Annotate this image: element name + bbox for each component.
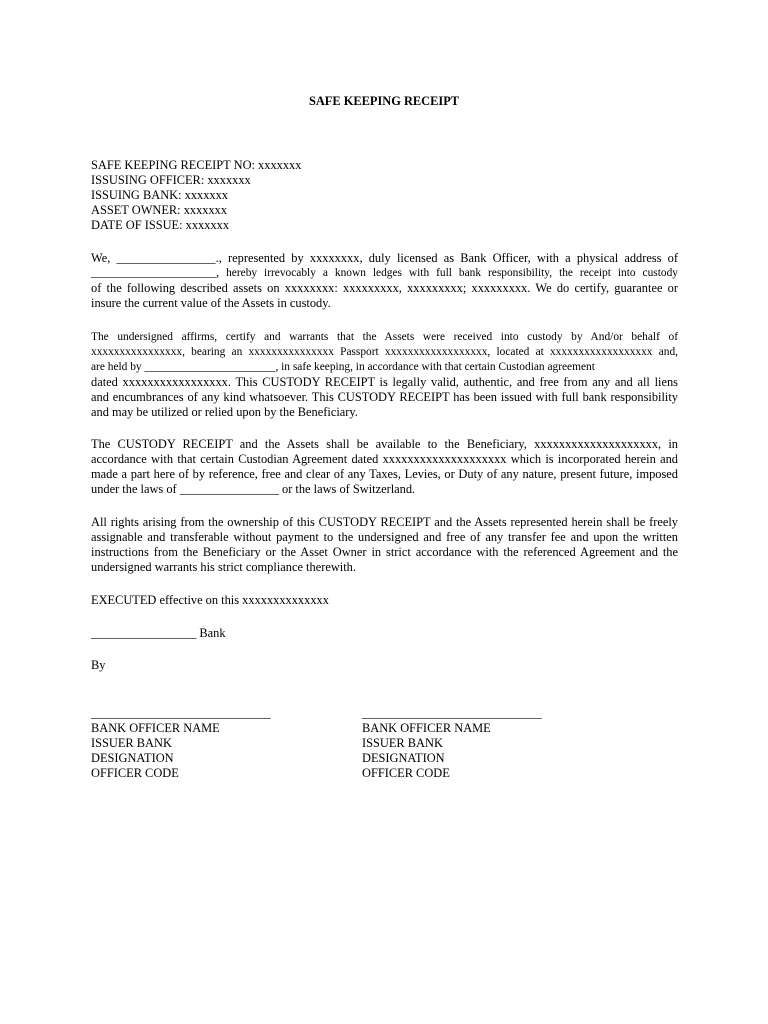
text-line: All rights arising from the ownership of this CUSTODY RECEIPT and the Assets represented herein shall be freely <box>91 515 678 529</box>
issuer-bank: ISSUER BANK <box>362 736 443 750</box>
designation: DESIGNATION <box>362 751 445 765</box>
text-line: of the following described assets on xxxxxxxx: xxxxxxxxx, xxxxxxxxx; xxxxxxxxx. We do certify, guarantee or <box>91 281 678 295</box>
officer-code: OFFICER CODE <box>362 766 450 780</box>
signature-line: _____________________________ <box>362 706 542 720</box>
text-line: and may be utilized or relied upon by the Beneficiary. <box>91 405 358 419</box>
asset-owner: ASSET OWNER: xxxxxxx <box>91 203 228 217</box>
paragraph-affirmation <box>91 330 678 420</box>
text-line: ______________________, hereby irrevocably a known ledges with full bank responsibility, the receipt into custody <box>91 267 678 279</box>
text-line: and encumbrances of any kind whatsoever. This CUSTODY RECEIPT has been issued with full bank responsibility <box>91 390 678 404</box>
by-label: By <box>91 658 106 672</box>
text-line: undersigned warrants his strict compliance therewith. <box>91 560 356 574</box>
executed-line: EXECUTED effective on this xxxxxxxxxxxxxx <box>91 593 329 607</box>
text-line: under the laws of ________________ or the laws of Switzerland. <box>91 482 416 496</box>
text-line: insure the current value of the Assets in custody. <box>91 296 331 310</box>
officer-name: BANK OFFICER NAME <box>91 721 220 735</box>
signature-block-left <box>91 706 291 781</box>
signature-block-right <box>362 706 562 781</box>
officer-name: BANK OFFICER NAME <box>362 721 491 735</box>
text-line: instructions from the Beneficiary or the Asset Owner in strict accordance with the referenced Agreement and the <box>91 545 678 559</box>
text-line: accordance with that certain Custodian Agreement dated xxxxxxxxxxxxxxxxxxxx which is incorporated herein and <box>91 452 678 466</box>
document-title: SAFE KEEPING RECEIPT <box>308 94 460 108</box>
paragraph-availability <box>91 437 678 497</box>
designation: DESIGNATION <box>91 751 174 765</box>
receipt-number: SAFE KEEPING RECEIPT NO: xxxxxxx <box>91 158 302 172</box>
issuing-officer: ISSUSING OFFICER: xxxxxxx <box>91 173 251 187</box>
date-of-issue: DATE OF ISSUE: xxxxxxx <box>91 218 230 232</box>
bank-line: _________________ Bank <box>91 626 226 640</box>
receipt-metadata <box>91 158 691 233</box>
paragraph-rights <box>91 515 678 575</box>
text-line: xxxxxxxxxxxxxxxx, bearing an xxxxxxxxxxxxxxx Passport xxxxxxxxxxxxxxxxxx, located at xxxxxxxxxxxxxxxxxx and, <box>91 346 678 358</box>
text-line: made a part here of by reference, free and clear of any Taxes, Levies, or Duty of any nature, present future, imposed <box>91 467 678 481</box>
text-line: dated xxxxxxxxxxxxxxxxx. This CUSTODY RECEIPT is legally valid, authentic, and free from any and all liens <box>91 375 678 389</box>
text-line: are held by _______________________, in safe keeping, in accordance with that certain Custodian agreement <box>91 361 595 373</box>
text-line: We, ________________., represented by xxxxxxxx, duly licensed as Bank Officer, with a physical address of <box>91 251 678 265</box>
text-line: The undersigned affirms, certify and warrants that the Assets were received into custody by And/or behalf of <box>91 331 678 343</box>
officer-code: OFFICER CODE <box>91 766 179 780</box>
signature-line: _____________________________ <box>91 706 271 720</box>
issuing-bank: ISSUING BANK: xxxxxxx <box>91 188 228 202</box>
paragraph-declaration <box>91 251 678 311</box>
text-line: assignable and transferable without payment to the undersigned and free of any transfer fee and upon the written <box>91 530 678 544</box>
issuer-bank: ISSUER BANK <box>91 736 172 750</box>
text-line: The CUSTODY RECEIPT and the Assets shall be available to the Beneficiary, xxxxxxxxxxxxxxxxxxxx, in <box>91 437 678 451</box>
